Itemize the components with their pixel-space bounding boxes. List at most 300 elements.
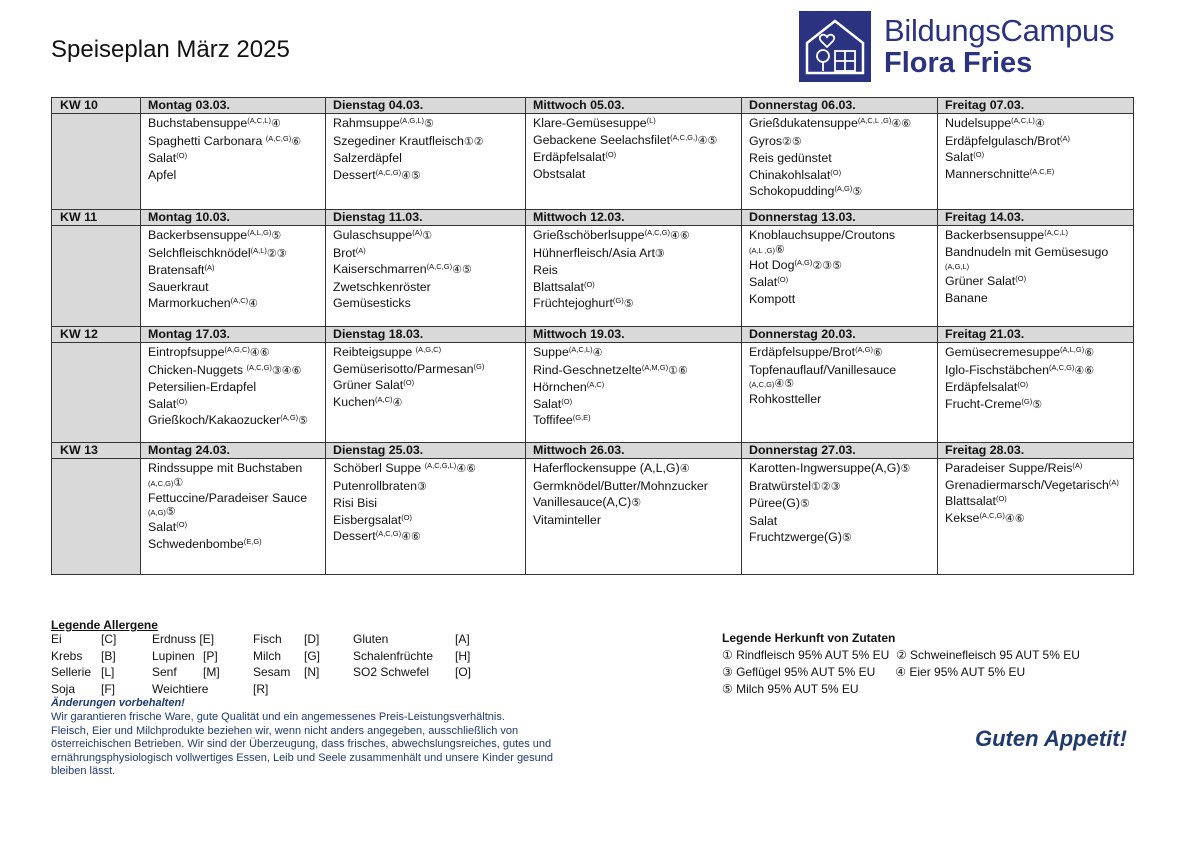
- dish-name: Reis: [533, 263, 558, 277]
- origin-marks: ③: [654, 247, 665, 260]
- origin-marks: ⑤: [1032, 398, 1043, 411]
- dish-name: Haferflockensuppe (A,L,G): [533, 461, 680, 475]
- dish-name: Zwetschkenröster: [333, 279, 431, 294]
- allergen-entry: [G]: [304, 648, 321, 663]
- dish-item: [945, 510, 1133, 528]
- origin-marks: ①⑥: [668, 364, 688, 377]
- dish-item: [945, 115, 1133, 133]
- dish-item: [333, 261, 525, 279]
- allergen-codes: (A,C,G): [749, 380, 775, 389]
- day-header: Montag 24.03.: [141, 443, 326, 459]
- dish-item: [333, 460, 525, 478]
- allergen-entry: Sesam: [253, 665, 291, 680]
- allergen-codes: (A,C,G): [375, 529, 402, 538]
- dish-item: [333, 133, 525, 151]
- dish-item: [749, 344, 937, 362]
- allergen-codes: (O): [1015, 274, 1027, 283]
- dish-name: Salat: [148, 396, 177, 411]
- dish-item: [148, 396, 325, 413]
- notice-line: Fleisch, Eier und Milchprodukte beziehen wir, wenn nicht anders angegeben, ausschließlich von: [51, 724, 519, 737]
- allergen-entry: [P]: [203, 648, 218, 663]
- day-menu-cell: [938, 226, 1134, 327]
- dish-name: Topfenauflauf/Vanillesauce: [749, 362, 897, 377]
- origin-marks: ⑤: [852, 186, 863, 198]
- dish-item: [945, 493, 1133, 510]
- dish-item: [148, 133, 325, 151]
- dish-name: Obstsalat: [533, 166, 586, 181]
- allergen-codes: (A,L): [250, 245, 267, 255]
- allergen-entry: Ei: [51, 632, 62, 646]
- dish-item: [533, 412, 741, 429]
- allergen-entry: [M]: [203, 665, 220, 680]
- dish-name: Kekse: [945, 510, 980, 525]
- dish-name: Dessert: [333, 167, 376, 182]
- dish-item: [333, 394, 525, 412]
- dish-name: Reis gedünstet: [749, 151, 832, 165]
- day-menu-cell: [742, 226, 938, 327]
- day-header: Mittwoch 12.03.: [526, 210, 742, 226]
- allergen-codes: (O): [1017, 380, 1029, 389]
- dish-name: Paradeiser Suppe/Reis: [945, 461, 1073, 475]
- dish-name: Erdäpfelsuppe/Brot: [749, 345, 856, 359]
- day-header: Dienstag 25.03.: [326, 443, 526, 459]
- allergen-entry: [B]: [101, 648, 116, 663]
- day-menu-cell: [326, 459, 526, 575]
- dish-item: [945, 477, 1133, 494]
- dish-name: Rind-Geschnetzelte: [533, 362, 642, 377]
- week-menu-row: [52, 114, 1134, 210]
- origin-marks: ④⑥: [401, 531, 421, 543]
- allergen-codes: (O): [995, 494, 1007, 503]
- allergen-codes: (A,G): [148, 508, 166, 517]
- origin-marks: ⑤: [298, 415, 309, 427]
- dish-name: Gemüsesticks: [333, 296, 411, 310]
- allergen-codes: (A): [204, 263, 215, 272]
- allergen-entry: Weichtiere: [152, 682, 209, 697]
- origin-line: ③ Geflügel 95% AUT 5% EU ④ Eier 95% AUT 5% EU: [722, 665, 1026, 679]
- dish-item: [945, 227, 1133, 244]
- allergen-codes: (A,C): [375, 394, 393, 404]
- dish-item: [148, 412, 325, 430]
- allergen-legend: [51, 618, 472, 697]
- dish-name: Nudelsuppe: [945, 116, 1012, 130]
- week-number: KW 13: [52, 443, 141, 459]
- origin-marks: ④⑥: [1004, 512, 1025, 525]
- dish-name: Salat: [945, 150, 974, 164]
- dish-name: Backerbsensuppe: [148, 228, 248, 242]
- day-menu-cell: [141, 343, 326, 443]
- dish-item: [148, 379, 325, 396]
- dish-name: Hühnerfleisch/Asia Art: [533, 245, 655, 260]
- origin-marks: ④: [392, 396, 403, 409]
- dish-name: Blattsalat: [945, 494, 996, 508]
- day-header: Mittwoch 05.03.: [526, 98, 742, 114]
- week-number: KW 10: [52, 98, 141, 114]
- dish-name: Früchtejoghurt: [533, 296, 613, 310]
- dish-item: [148, 227, 325, 245]
- dish-item: [333, 528, 525, 546]
- dish-name: Selchfleischknödel: [148, 245, 251, 260]
- dish-name: Hörnchen: [533, 380, 587, 394]
- origin-marks: ②③⑤: [812, 259, 842, 272]
- dish-item: [945, 344, 1133, 362]
- dish-name: Reibteigsuppe: [333, 345, 416, 359]
- dish-item: [333, 279, 525, 296]
- dish-name: Gemüsecremesuppe: [945, 345, 1061, 359]
- logo-line1: BildungsCampus: [884, 13, 1115, 48]
- allergen-codes: (A,L ,G): [749, 245, 775, 255]
- allergen-codes: (O): [561, 396, 573, 406]
- allergen-codes: (O): [605, 150, 617, 159]
- allergen-entry: [D]: [304, 632, 320, 646]
- day-menu-cell: [938, 114, 1134, 210]
- allergen-codes: (A,C,L): [568, 345, 593, 354]
- notice-heading: Änderungen vorbehalten!: [51, 697, 185, 709]
- dish-name: Kaiserschmarren: [333, 262, 427, 276]
- dish-item: [148, 262, 325, 279]
- day-header: Freitag 21.03.: [938, 327, 1134, 343]
- dish-item: [333, 227, 525, 245]
- origin-legend: [722, 631, 1080, 699]
- origin-marks: ③: [417, 480, 427, 493]
- allergen-entry: [O]: [455, 665, 472, 680]
- day-header: Dienstag 18.03.: [326, 327, 526, 343]
- origin-marks: ⑥: [873, 347, 883, 359]
- dish-name: Schwedenbombe: [148, 536, 244, 551]
- allergen-codes: (A,G): [280, 413, 299, 422]
- day-header: Donnerstag 27.03.: [742, 443, 938, 459]
- day-menu-cell: [141, 459, 326, 575]
- origin-marks: ②③: [266, 247, 287, 260]
- allergen-entry: Schalenfrüchte: [353, 648, 434, 663]
- day-header: Mittwoch 19.03.: [526, 327, 742, 343]
- origin-marks: ⑤: [165, 506, 176, 518]
- week-spacer-cell: [52, 343, 141, 443]
- allergen-codes: (A,G,C): [224, 345, 250, 354]
- dish-name: Bratwürstel: [749, 478, 811, 493]
- allergen-codes: (A,G): [794, 257, 813, 267]
- origin-marks: ④⑥: [456, 463, 477, 475]
- dish-name: Erdäpfelsalat: [533, 150, 606, 164]
- dish-item: [749, 291, 937, 308]
- origin-marks: ④⑥: [670, 230, 690, 242]
- dish-item: [749, 391, 937, 408]
- dish-item: [945, 166, 1133, 183]
- week-number: KW 11: [52, 210, 141, 226]
- origin-marks: ⑤: [623, 298, 634, 310]
- allergen-codes: (G): [612, 296, 624, 305]
- dish-item: [333, 512, 525, 529]
- allergen-codes: (A,C,E): [1029, 166, 1055, 176]
- dish-name: Salat: [533, 396, 562, 411]
- dish-item: [533, 396, 741, 413]
- dish-name: Chicken-Nuggets: [148, 362, 247, 377]
- allergen-entry: [F]: [101, 682, 115, 697]
- dish-item: [945, 379, 1133, 396]
- origin-marks: ④⑤: [774, 378, 795, 390]
- dish-item: [945, 460, 1133, 477]
- allergen-entry: [L]: [101, 665, 115, 680]
- dish-item: [148, 490, 325, 507]
- dish-name: Püree(G): [749, 496, 800, 510]
- week-spacer-cell: [52, 114, 141, 210]
- dish-name: Chinakohlsalat: [749, 167, 831, 182]
- origin-marks: ⑤: [271, 230, 282, 242]
- allergen-codes: (A,C): [230, 296, 249, 305]
- dish-item: [749, 478, 937, 496]
- dish-item: [945, 244, 1133, 261]
- allergen-codes: (A): [355, 245, 366, 255]
- dish-item: [333, 377, 525, 394]
- week-header-row: [52, 210, 1134, 226]
- allergen-codes: (A,G,L): [945, 262, 970, 271]
- dish-item: [333, 150, 525, 167]
- dish-name: Gyros: [749, 133, 783, 148]
- origin-marks: ④: [248, 298, 259, 310]
- dish-item: [945, 396, 1133, 414]
- day-menu-cell: [526, 114, 742, 210]
- dish-name: Schokopudding: [749, 184, 835, 198]
- dish-name: Spaghetti Carbonara: [148, 133, 266, 148]
- allergen-entry: [R]: [253, 682, 269, 697]
- dish-name: Salat: [148, 151, 177, 165]
- dish-item: [533, 379, 741, 396]
- allergen-codes: (O): [403, 378, 415, 387]
- dish-name: Grießdukatensuppe: [749, 116, 858, 130]
- day-menu-cell: [326, 226, 526, 327]
- dish-name: Bandnudeln mit Gemüsesugo: [945, 244, 1109, 259]
- notice-line: österreichischen Betrieben. Wir sind der Überzeugung, dass frisches, abwechslungsreiches, gutes und: [51, 738, 552, 751]
- dish-name: Petersilien-Erdapfel: [148, 380, 257, 394]
- origin-marks: ⑥: [1084, 347, 1095, 359]
- dish-item: [749, 529, 937, 547]
- dish-name: Eisbergsalat: [333, 512, 402, 527]
- origin-marks: ④: [592, 347, 603, 359]
- dish-name: Putenrollbraten: [333, 478, 418, 493]
- allergen-codes: (A,G): [834, 184, 853, 193]
- origin-marks: ①②: [463, 135, 484, 148]
- week-header-row: [52, 327, 1134, 343]
- dish-name: Salat: [749, 513, 778, 528]
- dish-name: Risi Bisi: [333, 496, 378, 510]
- dish-item: [533, 132, 741, 150]
- dish-item: [533, 478, 741, 495]
- allergen-codes: (A,G,L): [399, 116, 424, 125]
- dish-item: [945, 362, 1133, 380]
- dish-name: Karotten-Ingwersuppe(A,G): [749, 461, 901, 475]
- dish-item: [749, 167, 937, 184]
- dish-item: [148, 460, 325, 477]
- dish-item: [749, 495, 937, 513]
- origin-marks: ①: [173, 476, 184, 489]
- dish-item: [333, 495, 525, 512]
- allergen-codes: (A,C,G): [375, 167, 402, 177]
- allergen-codes: (A,C,G): [246, 362, 272, 372]
- allergen-codes: (O): [176, 396, 188, 406]
- dish-item: [148, 477, 325, 490]
- origin-marks: ①②③: [810, 480, 841, 493]
- day-menu-cell: [742, 343, 938, 443]
- allergen-codes: (A): [412, 228, 423, 237]
- dish-item: [749, 150, 937, 167]
- dish-name: Hot Dog: [749, 257, 795, 272]
- allergen-codes: (A): [1060, 133, 1071, 143]
- dish-name: Rahmsuppe: [333, 116, 400, 130]
- origin-line: ① Rindfleisch 95% AUT 5% EU ② Schweinefleisch 95 AUT 5% EU: [722, 648, 1080, 662]
- allergen-codes: (G): [473, 361, 485, 371]
- origin-marks: ⑤: [631, 497, 642, 509]
- dish-item: [148, 115, 325, 133]
- dish-name: Vanillesauce(A,C): [533, 495, 632, 509]
- dish-name: Grüner Salat: [333, 378, 404, 392]
- origin-marks: ④⑥: [249, 347, 270, 359]
- day-menu-cell: [326, 114, 526, 210]
- dish-item: [148, 279, 325, 296]
- dish-item: [533, 362, 741, 380]
- dish-name: Salat: [749, 275, 778, 289]
- dish-item: [148, 245, 325, 263]
- day-header: Montag 03.03.: [141, 98, 326, 114]
- dish-item: [148, 150, 325, 167]
- dish-name: Bratensaft: [148, 263, 205, 277]
- origin-legend-title: Legende Herkunft von Zutaten: [722, 631, 896, 645]
- dish-name: Szegediner Krautfleisch: [333, 133, 464, 148]
- allergen-legend-title: Legende Allergene: [51, 618, 158, 632]
- day-menu-cell: [141, 114, 326, 210]
- dish-item: [749, 460, 937, 478]
- dish-item: [148, 506, 325, 519]
- day-menu-cell: [526, 226, 742, 327]
- dish-item: [945, 133, 1133, 150]
- allergen-codes: (O): [176, 151, 188, 160]
- allergen-codes: (A,C,G): [1049, 362, 1075, 372]
- allergen-codes: (O): [401, 512, 413, 522]
- dish-item: [333, 361, 525, 378]
- day-header: Donnerstag 20.03.: [742, 327, 938, 343]
- dish-name: Grießkoch/Kakaozucker: [148, 413, 281, 427]
- allergen-codes: (A): [1072, 461, 1083, 470]
- dish-name: Fettuccine/Paradeiser Sauce: [148, 490, 308, 505]
- dish-item: [533, 166, 741, 183]
- allergen-codes: (A,C,L): [1044, 228, 1068, 237]
- day-header: Montag 17.03.: [141, 327, 326, 343]
- day-menu-cell: [938, 459, 1134, 575]
- allergen-codes: (A,C,G): [979, 510, 1005, 520]
- dish-item: [533, 344, 741, 362]
- dish-name: Rohkostteller: [749, 392, 822, 406]
- dish-item: [533, 460, 741, 478]
- dish-name: Salzerdäpfel: [333, 151, 402, 165]
- day-header: Dienstag 11.03.: [326, 210, 526, 226]
- dish-name: Erdäpfelsalat: [945, 380, 1018, 394]
- day-header: Mittwoch 26.03.: [526, 443, 742, 459]
- allergen-entry: Fisch: [253, 632, 282, 646]
- origin-marks: ②⑤: [782, 135, 802, 148]
- dish-item: [533, 227, 741, 245]
- allergen-codes: (A,C,L ,G): [857, 116, 892, 125]
- dish-item: [533, 262, 741, 279]
- allergen-entry: Erdnuss [E]: [152, 632, 215, 646]
- dish-name: Blattsalat: [533, 279, 584, 294]
- allergen-entry: Senf: [152, 665, 177, 680]
- dish-name: Gulaschsuppe: [333, 228, 413, 242]
- allergen-codes: (G,E): [572, 413, 591, 422]
- day-menu-cell: [742, 114, 938, 210]
- week-header-row: [52, 443, 1134, 459]
- dish-name: Suppe: [533, 345, 569, 359]
- dish-name: Eintropfsuppe: [148, 345, 225, 359]
- dish-item: [749, 227, 937, 244]
- dish-name: Iglo-Fischstäbchen: [945, 362, 1049, 377]
- allergen-codes: (A,C,G): [426, 262, 453, 271]
- dish-item: [945, 290, 1133, 307]
- allergen-codes: (A,M,G): [641, 362, 669, 372]
- dish-name: Kuchen: [333, 394, 376, 409]
- dish-item: [749, 115, 937, 133]
- allergen-entry: Gluten: [353, 632, 389, 646]
- dish-item: [533, 115, 741, 132]
- day-menu-cell: [526, 459, 742, 575]
- dish-item: [749, 244, 937, 257]
- week-menu-row: [52, 226, 1134, 327]
- dish-name: Rindssuppe mit Buchstaben: [148, 461, 303, 475]
- week-menu-row: [52, 459, 1134, 575]
- dish-item: [148, 344, 325, 362]
- allergen-codes: (A,C): [586, 380, 605, 389]
- allergen-entry: Soja: [51, 682, 76, 697]
- dish-item: [533, 512, 741, 529]
- dish-item: [749, 378, 937, 391]
- origin-marks: ④⑤: [452, 264, 472, 276]
- dish-name: Kompott: [749, 291, 796, 306]
- day-menu-cell: [141, 226, 326, 327]
- week-header-row: [52, 98, 1134, 114]
- house-logo-icon: [799, 11, 871, 82]
- notice-line: Wir garantieren frische Ware, gute Qualität und ein angemessenes Preis-Leistungsverhältnis.: [51, 711, 505, 723]
- dish-item: [333, 167, 525, 185]
- allergen-codes: (A,C,G,): [670, 132, 698, 142]
- dish-item: [533, 149, 741, 166]
- dish-item: [533, 279, 741, 296]
- dish-name: Mannerschnitte: [945, 166, 1030, 181]
- origin-marks: ⑥: [291, 135, 302, 148]
- day-header: Freitag 28.03.: [938, 443, 1134, 459]
- dish-name: Fruchtzwerge(G): [749, 530, 842, 544]
- allergen-codes: (A,C,L): [1011, 116, 1035, 125]
- dish-name: Frucht-Creme: [945, 396, 1022, 411]
- day-menu-cell: [326, 343, 526, 443]
- allergen-codes: (A,L,G): [247, 228, 272, 237]
- dish-name: Schöberl Suppe: [333, 461, 425, 475]
- day-menu-cell: [938, 343, 1134, 443]
- dish-item: [749, 257, 937, 275]
- week-spacer-cell: [52, 226, 141, 327]
- dish-name: Marmorkuchen: [148, 296, 231, 310]
- origin-marks: ④: [1034, 118, 1045, 130]
- origin-marks: ④: [270, 118, 281, 130]
- dish-name: Apfel: [148, 167, 177, 182]
- allergen-codes: (O): [777, 275, 789, 284]
- logo: [799, 11, 1129, 83]
- menu-table: [51, 97, 1134, 575]
- dish-item: [333, 245, 525, 262]
- notice-line: bleiben lässt.: [51, 765, 116, 778]
- dish-name: Toffifee: [533, 413, 573, 427]
- dish-item: [945, 260, 1133, 273]
- origin-marks: ④: [679, 463, 690, 475]
- origin-marks: ⑤: [423, 118, 434, 130]
- origin-marks: ④⑤: [401, 169, 421, 182]
